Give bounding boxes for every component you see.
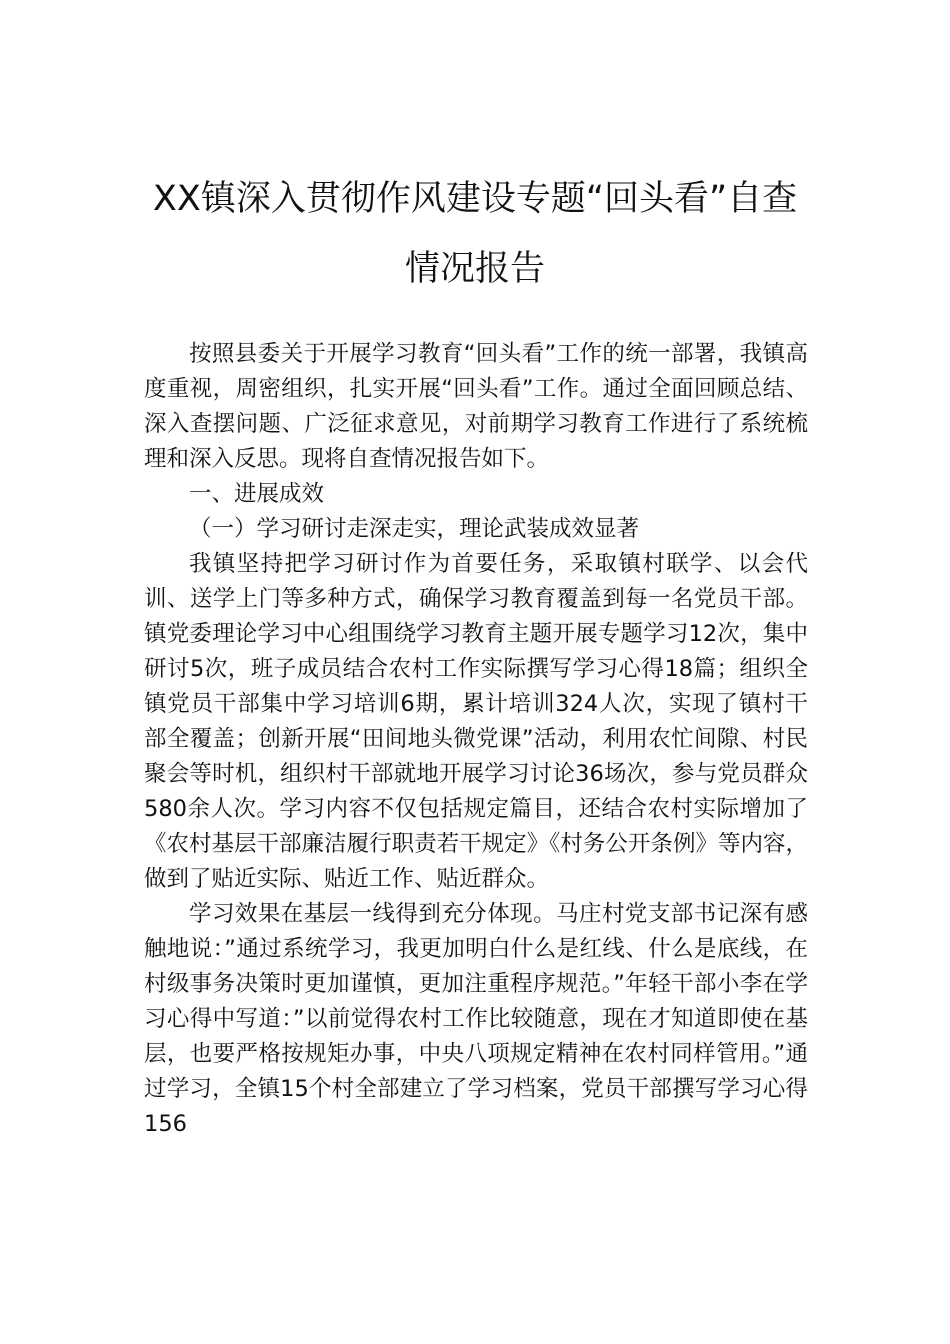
document-body: [144, 337, 808, 1142]
document-title-line-1: XX镇深入贯彻作风建设专题“回头看”自查: [152, 179, 798, 219]
body-paragraph: 我镇坚持把学习研讨作为首要任务，采取镇村联学、以会代训、送学上门等多种方式，确保学习教育覆盖到每一名党员干部。镇党委理论学习中心组围绕学习教育主题开展专题学习12次，集中研讨5次，班子成员结合农村工作实际撰写学习心得18篇；组织全镇党员干部集中学习培训6期，累计培训324人次，实现了镇村干部全覆盖；创新开展“田间地头微党课”活动，利用农忙间隙、村民聚会等时机，组织村干部就地开展学习讨论36场次，参与党员群众580余人次。学习内容不仅包括规定篇目，还结合农村实际增加了《农村基层干部廉洁履行职责若干规定》《村务公开条例》等内容，做到了贴近实际、贴近工作、贴近群众。: [144, 551, 808, 892]
document-title-line-2: 情况报告: [404, 249, 545, 289]
section-heading: 一、进展成效: [189, 481, 325, 507]
subsection-heading: （一）学习研讨走深走实，理论武装成效显著: [189, 516, 640, 542]
intro-paragraph: 按照县委关于开展学习教育“回头看”工作的统一部署，我镇高度重视，周密组织，扎实开展“回头看”工作。通过全面回顾总结、深入查摆问题、广泛征求意见，对前期学习教育工作进行了系统梳理和深入反思。现将自查情况报告如下。: [144, 341, 808, 472]
body-paragraph: 学习效果在基层一线得到充分体现。马庄村党支部书记深有感触地说：”通过系统学习，我更加明白什么是红线、什么是底线，在村级事务决策时更加谨慎，更加注重程序规范。”年轻干部小李在学习心得中写道：”以前觉得农村工作比较随意，现在才知道即使在基层，也要严格按规矩办事，中央八项规定精神在农村同样管用。”通过学习，全镇15个村全部建立了学习档案，党员干部撰写学习心得156: [144, 901, 808, 1137]
